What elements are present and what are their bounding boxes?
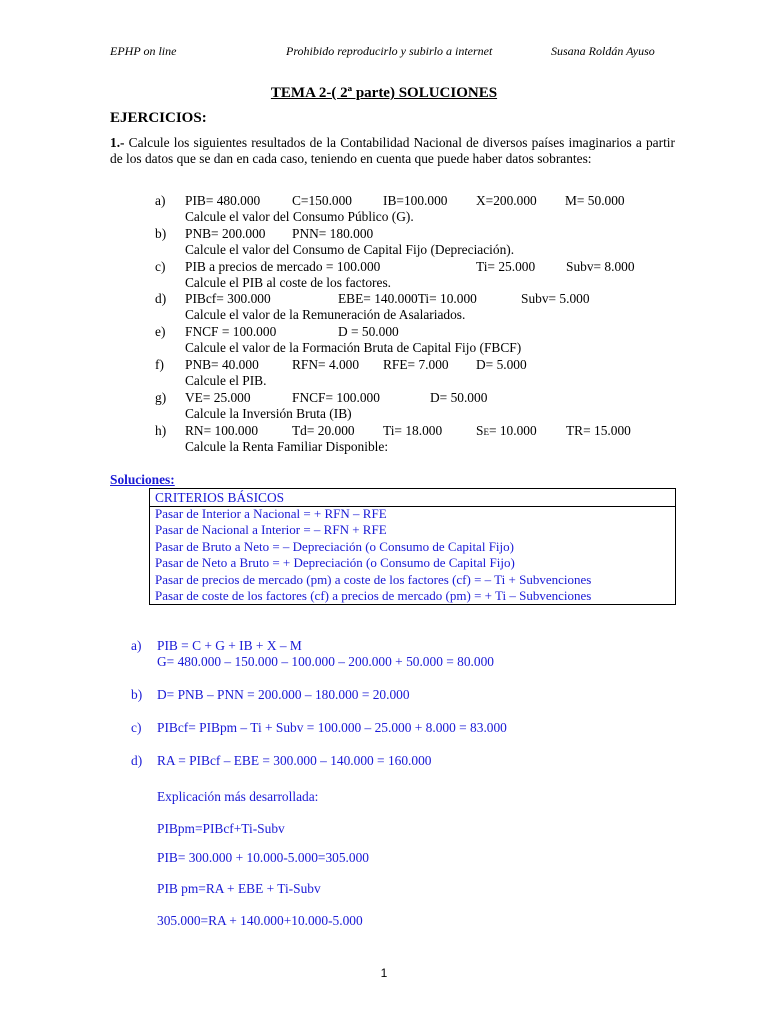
exercise-task: Calcule el valor de la Remuneración de Asalariados. — [185, 307, 466, 322]
exercise-number: 1.- — [110, 135, 125, 150]
exercise-data: D= 50.000 — [430, 390, 488, 405]
exercise-data: C=150.000 — [292, 193, 353, 208]
criteria-row: Pasar de coste de los factores (cf) a precios de mercado (pm) = + Ti – Subvenciones — [155, 588, 592, 603]
exercise-data: Subv= 5.000 — [521, 291, 590, 306]
exercise-data: PNB= 40.000 — [185, 357, 259, 372]
exercise-data: EBE= 140.000Ti= 10.000 — [338, 291, 477, 306]
exercise-letter: a) — [155, 193, 166, 208]
criteria-row: Pasar de Bruto a Neto = – Depreciación (o Consumo de Capital Fijo) — [155, 539, 514, 554]
answer-line: RA = PIBcf – EBE = 300.000 – 140.000 = 160.000 — [157, 753, 432, 768]
subsidy-symbol: S — [476, 423, 484, 438]
exercise-data: RFE= 7.000 — [383, 357, 449, 372]
exercise-data: Ti= 18.000 — [383, 423, 443, 438]
explanation-heading: Explicación más desarrollada: — [157, 789, 319, 804]
exercise-task: Calcule el PIB al coste de los factores. — [185, 275, 391, 290]
exercise-data: VE= 25.000 — [185, 390, 251, 405]
page-title: TEMA 2-( 2ª parte) SOLUCIONES — [270, 85, 498, 101]
exercise-data: PIBcf= 300.000 — [185, 291, 271, 306]
exercise-letter: f) — [155, 357, 164, 372]
exercise-letter: g) — [155, 390, 167, 405]
exercise-letter: d) — [155, 291, 167, 306]
intro-paragraph — [110, 135, 675, 168]
exercise-data: D = 50.000 — [338, 324, 399, 339]
answer-letter: b) — [131, 687, 143, 702]
exercise-data: PNN= 180.000 — [292, 226, 374, 241]
criteria-row: Pasar de Neto a Bruto = + Depreciación (o Consumo de Capital Fijo) — [155, 555, 515, 570]
explanation-line: 305.000=RA + 140.000+10.000-5.000 — [157, 913, 363, 928]
header-right: Susana Roldán Ayuso — [551, 44, 655, 58]
exercise-task: Calcule el valor de la Formación Bruta de Capital Fijo (FBCF) — [185, 340, 522, 355]
exercise-letter: h) — [155, 423, 167, 438]
exercise-data: FNCF = 100.000 — [185, 324, 277, 339]
answer-line: G= 480.000 – 150.000 – 100.000 – 200.000 + 50.000 = 80.000 — [157, 654, 494, 669]
criteria-title: CRITERIOS BÁSICOS — [150, 489, 675, 507]
subsidy-value: = 10.000 — [488, 423, 537, 438]
exercise-letter: e) — [155, 324, 166, 339]
subsidy-subscript: E — [483, 427, 489, 437]
exercise-letter: b) — [155, 226, 167, 241]
answer-letter: a) — [131, 638, 142, 653]
exercise-data: PIB a precios de mercado = 100.000 — [185, 259, 381, 274]
exercise-data: Subv= 8.000 — [566, 259, 635, 274]
exercise-data: TR= 15.000 — [566, 423, 631, 438]
exercise-task: Calcule el valor del Consumo de Capital Fijo (Depreciación). — [185, 242, 515, 257]
exercise-data: X=200.000 — [476, 193, 537, 208]
exercise-data: RFN= 4.000 — [292, 357, 360, 372]
page-number: 1 — [380, 966, 388, 980]
exercise-task: Calcule el PIB. — [185, 373, 267, 388]
exercise-data: PIB= 480.000 — [185, 193, 261, 208]
exercise-data: Td= 20.000 — [292, 423, 355, 438]
answer-line: PIBcf= PIBpm – Ti + Subv = 100.000 – 25.000 + 8.000 = 83.000 — [157, 720, 507, 735]
exercise-task: Calcule la Inversión Bruta (IB) — [185, 406, 352, 421]
exercise-data: IB=100.000 — [383, 193, 448, 208]
section-heading: EJERCICIOS: — [110, 110, 207, 126]
criteria-table — [149, 488, 676, 605]
header-center: Prohibido reproducirlo y subirlo a internet — [286, 44, 493, 58]
exercise-data: FNCF= 100.000 — [292, 390, 380, 405]
answer-letter: c) — [131, 720, 142, 735]
exercise-data: RN= 100.000 — [185, 423, 259, 438]
header-left: EPHP on line — [110, 44, 177, 58]
exercise-task: Calcule el valor del Consumo Público (G). — [185, 209, 414, 224]
exercise-data: PNB= 200.000 — [185, 226, 266, 241]
criteria-row: Pasar de precios de mercado (pm) a coste de los factores (cf) = – Ti + Subvenciones — [155, 572, 592, 587]
explanation-line: PIB pm=RA + EBE + Ti-Subv — [157, 881, 321, 896]
explanation-line: PIB= 300.000 + 10.000-5.000=305.000 — [157, 850, 369, 865]
exercise-data — [476, 423, 537, 439]
exercise-data: Ti= 25.000 — [476, 259, 536, 274]
criteria-row: Pasar de Interior a Nacional = + RFN – RFE — [155, 506, 387, 521]
criteria-row: Pasar de Nacional a Interior = – RFN + RFE — [155, 522, 387, 537]
exercise-task: Calcule la Renta Familiar Disponible: — [185, 439, 389, 454]
solutions-heading: Soluciones: — [110, 472, 175, 487]
exercise-data: D= 5.000 — [476, 357, 527, 372]
answer-line: D= PNB – PNN = 200.000 – 180.000 = 20.000 — [157, 687, 410, 702]
answer-letter: d) — [131, 753, 143, 768]
answer-line: PIB = C + G + IB + X – M — [157, 638, 302, 653]
intro-text: Calcule los siguientes resultados de la Contabilidad Nacional de diversos países imaginarios a partir de los datos que se dan en cada caso, teniendo en cuenta que puede haber datos sobrantes: — [110, 135, 675, 167]
exercise-letter: c) — [155, 259, 166, 274]
explanation-line: PIBpm=PIBcf+Ti-Subv — [157, 821, 285, 836]
exercise-data: M= 50.000 — [565, 193, 625, 208]
